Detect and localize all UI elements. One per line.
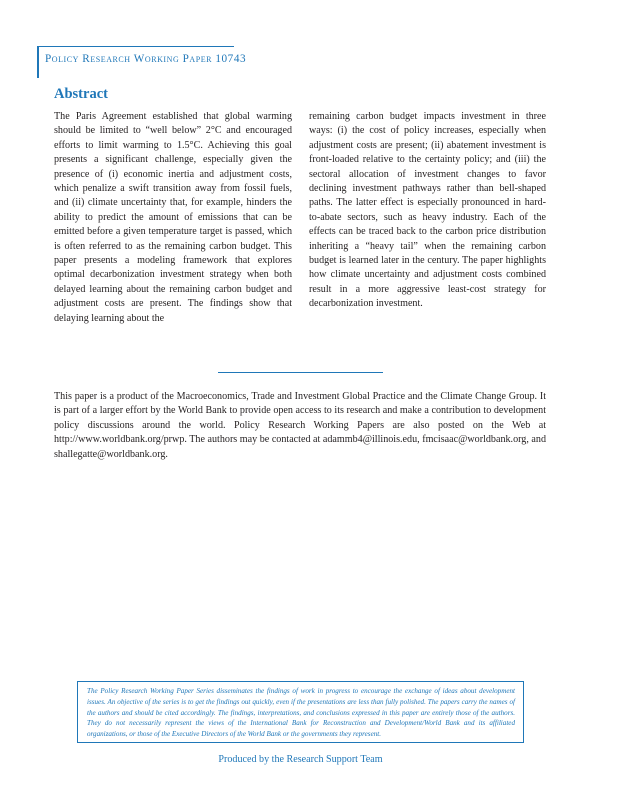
disclaimer-text: The Policy Research Working Paper Series disseminates the findings of work in progress to encourage the exchange of ideas about development issues. An objective of the series is to get the findings out quickly, even if the presentations are less than fully polished. The papers carry the names of the authors and should be cited accordingly. The findings, interpretations, and conclusions expressed in this paper are entirely those of the authors. They do not necessarily represent the views of the International Bank for Reconstruction and Development/World Bank and its affiliated organizations, or those of the Executive Directors of the World Bank or the governments they represent. (87, 687, 515, 739)
series-header (37, 46, 247, 78)
footer-credit: Produced by the Research Support Team (218, 754, 383, 765)
abstract-heading: Abstract (54, 86, 108, 102)
product-note: This paper is a product of the Macroeconomics, Trade and Investment Global Practice and the Climate Change Group. It is part of a larger effort by the World Bank to provide open access to its research and make a contribution to development policy discussions around the world. Policy Research Working Papers are also posted on the Web at http://www.worldbank.org/prwp. The authors may be contacted at adammb4@illinois.edu, fmcisaac@worldbank.org, and shallegatte@worldbank.org. (54, 391, 546, 460)
section-divider (218, 372, 383, 373)
series-title: Policy Research Working Paper 10743 (45, 53, 247, 65)
disclaimer-box (77, 681, 524, 743)
abstract-column-left: The Paris Agreement established that global warming should be limited to “well below” 2°C and encouraged efforts to limit warming to 1.5°C. Achieving this goal presents a significant challenge, especially given the presence of (i) economic inertia and adjustment costs, which penalize a swift transition away from fossil fuels, and (ii) climate uncertainty that, for example, hinders the ability to predict the amount of emissions that can be emitted before a given temperature target is passed, which is often referred to as the remaining carbon budget. This paper presents a modeling framework that explores optimal decarbonization investment strategy when both delayed learning about the remaining carbon budget and adjustment costs are present. The findings show that delaying learning about the (54, 111, 292, 324)
abstract-column-right: remaining carbon budget impacts investment in three ways: (i) the cost of policy increases, especially when adjustment costs are present; (ii) abatement investment is front-loaded relative to the certainty policy; and (iii) the sectoral allocation of investment changes to favor declining investment pathways rather than bell-shaped paths. The latter effect is especially pronounced in hard-to-abate sectors, such as heavy industry. Each of the effects can be traced back to the carbon price distribution inheriting a “heavy tail” when the remaining carbon budget is learned later in the century. The paper highlights how climate uncertainty and adjustment costs combined result in a more aggressive least-cost strategy for decarbonization investment. (309, 111, 546, 310)
